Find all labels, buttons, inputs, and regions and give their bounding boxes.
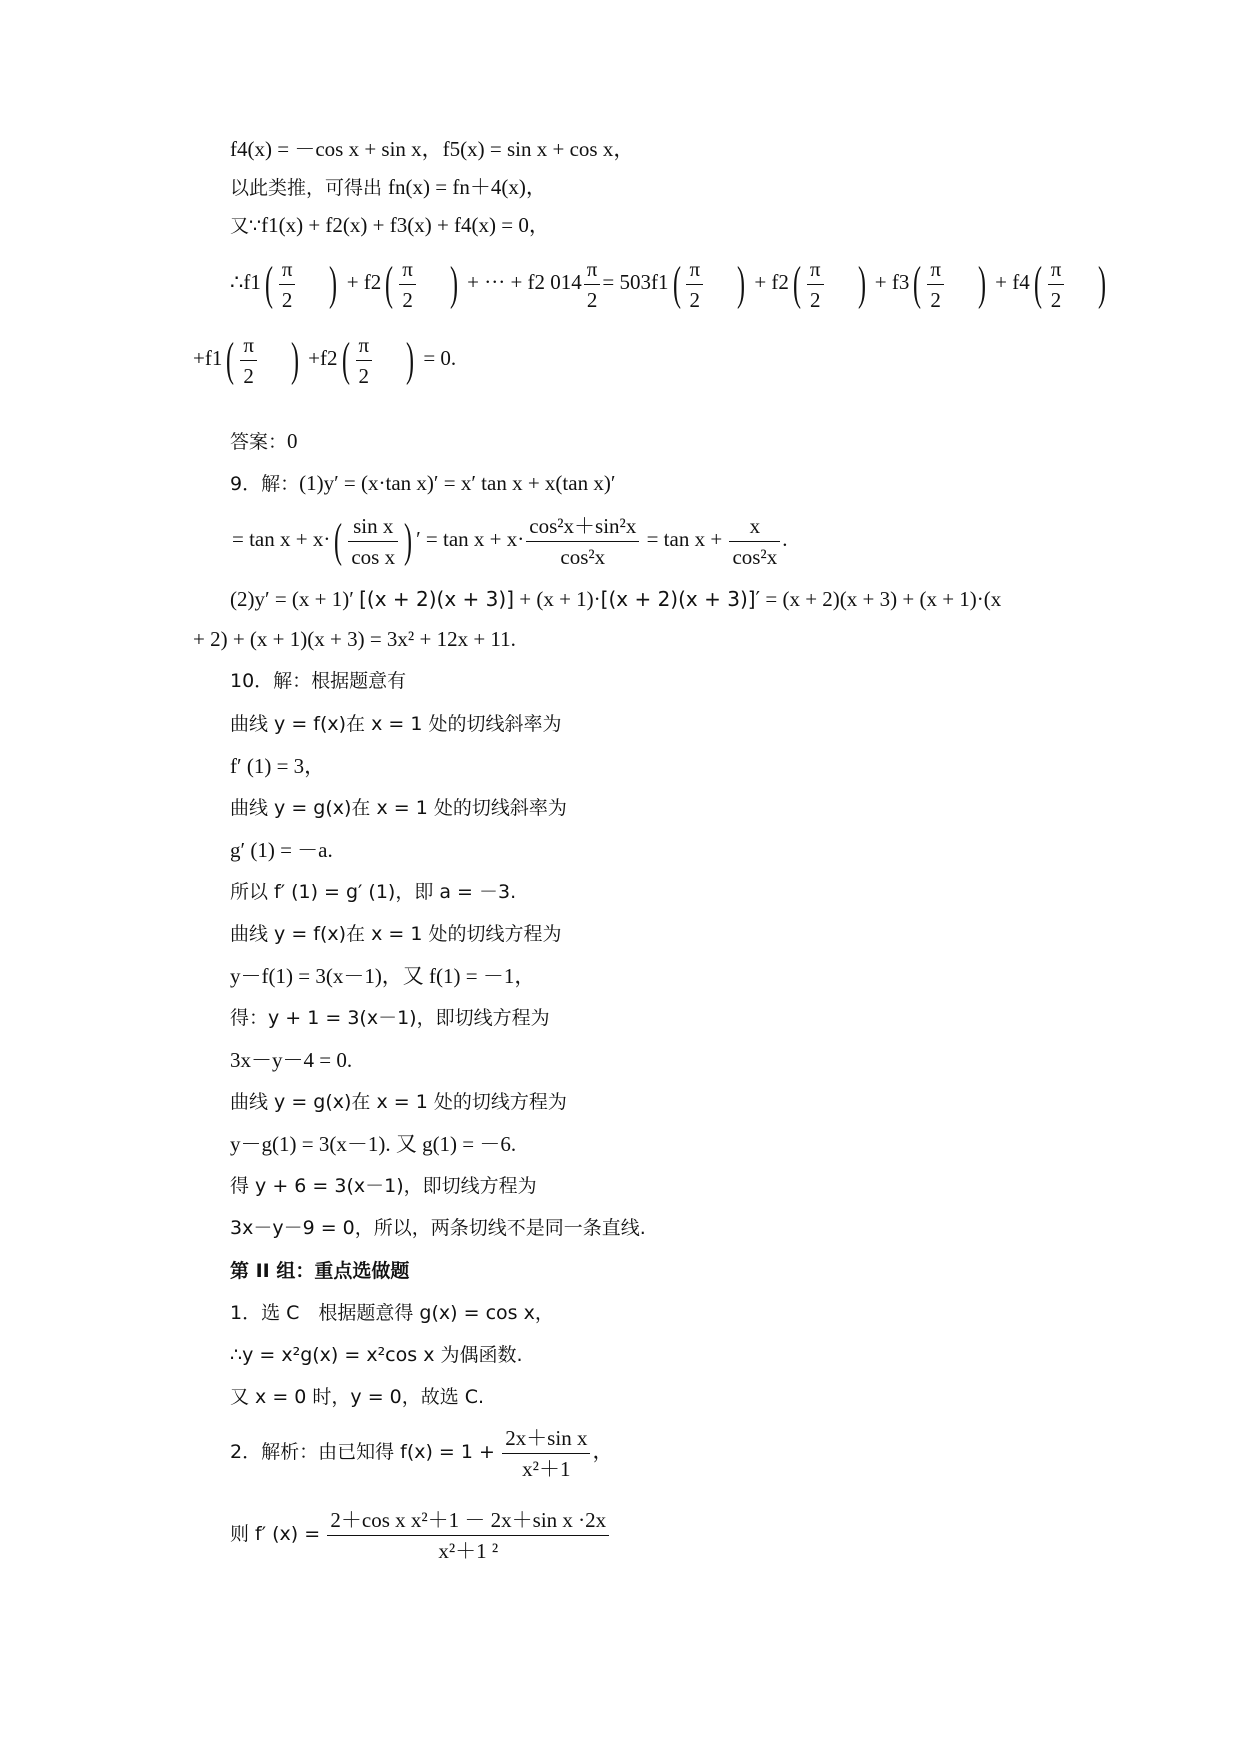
fraction-pi-over-2 bbox=[584, 254, 601, 315]
frac-den: 2 bbox=[809, 287, 821, 312]
fraction-derivative bbox=[327, 1505, 609, 1566]
equals-503: = 503 bbox=[602, 270, 651, 294]
paren-left: ( bbox=[385, 257, 394, 311]
frac-num: π bbox=[927, 254, 944, 285]
text-line-q10-1: 曲线 y = f(x)在 x = 1 处的切线斜率为 bbox=[230, 713, 562, 735]
frac-den: x²＋1 bbox=[522, 1456, 571, 1481]
text-line-s2-q2-a bbox=[230, 1418, 613, 1485]
q9-part2-result: + 2) + (x + 1)(x + 3) = 3x² + 12x + 11. bbox=[193, 627, 516, 651]
frac-num: cos²x＋sin²x bbox=[526, 511, 639, 542]
q9-result-expr: = tan x + bbox=[646, 527, 723, 551]
frac-num: π bbox=[1048, 254, 1065, 285]
plus: + bbox=[510, 270, 523, 294]
term-f3: f3 bbox=[891, 270, 910, 294]
q9-part2-e: = (x + 2)(x + 3) + (x + 1)·(x bbox=[765, 587, 1002, 611]
term-f1: f1 bbox=[204, 346, 223, 370]
term-f4: f4 bbox=[1012, 270, 1030, 294]
q9-derivative-expr: ′ = tan x + x· bbox=[416, 527, 525, 551]
formula-periodicity: fn(x) = fn＋4(x)， bbox=[388, 175, 547, 199]
paren-left: ( bbox=[1033, 257, 1042, 311]
frac-den: cos²x bbox=[560, 544, 606, 569]
frac-num: π bbox=[356, 330, 373, 361]
fraction-x-over-cos2 bbox=[729, 511, 780, 572]
paren-right: ) bbox=[1098, 257, 1107, 311]
paren-right: ) bbox=[406, 333, 415, 387]
frac-den: 2 bbox=[402, 287, 413, 312]
plus: + bbox=[754, 270, 767, 294]
text-line-q9-result bbox=[193, 626, 516, 652]
paren-left: ( bbox=[792, 257, 801, 311]
frac-den: 2 bbox=[281, 287, 293, 312]
ellipsis: + ··· bbox=[467, 270, 511, 294]
term-f2014: f2 014 bbox=[527, 270, 582, 294]
paren-left: ( bbox=[341, 333, 350, 387]
term-f2: f2 bbox=[771, 270, 789, 294]
s2-q2-derivative-label: 则 f′ (x) = bbox=[230, 1523, 321, 1545]
frac-den: 2 bbox=[689, 287, 701, 312]
answer-value: 0 bbox=[287, 429, 298, 453]
text-line-q9-part1 bbox=[230, 470, 615, 497]
term-f1: f1 bbox=[651, 270, 669, 294]
text-line-sum-zero bbox=[230, 212, 550, 239]
fraction-pi-over-2 bbox=[240, 330, 257, 391]
fraction-pi-over-2 bbox=[927, 254, 944, 315]
paren-right: ) bbox=[857, 257, 866, 311]
plus: + bbox=[346, 270, 359, 294]
frac-num: π bbox=[399, 254, 416, 285]
paren-left: ( bbox=[913, 257, 922, 311]
text-line-answer bbox=[230, 428, 298, 455]
paren-left: ( bbox=[226, 333, 235, 387]
text-line-q10-10: 曲线 y = g(x)在 x = 1 处的切线方程为 bbox=[230, 1091, 567, 1113]
text-line-q10-13: 3x－y－9 = 0，所以，两条切线不是同一条直线. bbox=[230, 1217, 646, 1239]
frac-num: π bbox=[240, 330, 257, 361]
text-line-s2-q1-b: ∴y = x²g(x) = x²cos x 为偶函数. bbox=[230, 1344, 523, 1366]
text-periodicity: 以此类推，可得出 bbox=[230, 177, 389, 199]
text-line-q10-11: y－g(1) = 3(x－1). 又 g(1) = －6. bbox=[230, 1132, 517, 1156]
fraction-pi-over-2 bbox=[686, 254, 703, 315]
equals-zero: = 0. bbox=[423, 346, 457, 370]
frac-den: 2 bbox=[586, 287, 598, 312]
text-line-series-end bbox=[193, 328, 456, 391]
s2-q2-text: 2．解析：由已知得 f(x) = 1 + bbox=[230, 1441, 495, 1463]
section-heading-group-2: 第 II 组：重点选做题 bbox=[230, 1260, 410, 1282]
text-line-q10-heading: 10．解：根据题意有 bbox=[230, 670, 407, 692]
fraction-pi-over-2 bbox=[1048, 254, 1065, 315]
text-line-q9-derivation: = tan x + x·( $\frac{\text{sin x}}{\text{cos x}}$ ) ′ = tan x + x· $\frac{\text{cos²x＋sin²x}}{\text{cos²x}}$ = tan x + $\frac{x}{\text{cos²x}}$ . bbox=[232, 508, 787, 572]
text-line-q10-12: 得 y + 6 = 3(x－1)，即切线方程为 bbox=[230, 1175, 537, 1197]
text-line-periodicity bbox=[230, 174, 547, 201]
frac-num: π bbox=[686, 254, 703, 285]
q9-heading: 9．解： bbox=[230, 473, 300, 495]
plus: + bbox=[193, 346, 205, 370]
paren-right: ) bbox=[329, 257, 338, 311]
text-line-q10-9: 3x－y－4 = 0. bbox=[230, 1048, 353, 1072]
comma: ， bbox=[592, 1439, 614, 1463]
q9-part2-bracket: [(x + 2)(x + 3)] bbox=[359, 587, 514, 611]
frac-den: 2 bbox=[243, 363, 254, 388]
text-line-q10-7: y－f(1) = 3(x－1)，又 f(1) = －1， bbox=[230, 964, 536, 988]
text-line-q10-2: f′ (1) = 3， bbox=[230, 754, 326, 778]
q9-part2-a: (2)y′ = (x + 1)′ bbox=[230, 587, 354, 611]
paren-left: ( bbox=[264, 257, 273, 311]
fraction-pi-over-2 bbox=[399, 254, 416, 315]
frac-num: sin x bbox=[348, 511, 398, 542]
term-f2: f2 bbox=[363, 270, 382, 294]
term-f2: f2 bbox=[320, 346, 338, 370]
frac-num: π bbox=[584, 254, 601, 285]
frac-num: π bbox=[279, 254, 296, 285]
frac-den: cos x bbox=[351, 544, 396, 569]
text-line-series bbox=[230, 252, 1110, 315]
formula-sum-zero: f1(x) + f2(x) + f3(x) + f4(x) = 0， bbox=[261, 213, 550, 237]
formula-f4-f5: f4(x) = －cos x + sin x，f5(x) = sin x + cos x， bbox=[230, 137, 635, 161]
frac-den: 2 bbox=[358, 363, 370, 388]
frac-num: 2＋cos x x²＋1 － 2x＋sin x ·2x bbox=[327, 1505, 609, 1536]
text-because: 又∵ bbox=[230, 215, 262, 237]
paren-left: ( bbox=[672, 257, 681, 311]
fraction-pi-over-2 bbox=[807, 254, 824, 315]
text-line-q10-6: 曲线 y = f(x)在 x = 1 处的切线方程为 bbox=[230, 923, 562, 945]
frac-den: cos²x bbox=[732, 544, 778, 569]
paren-right: ) bbox=[290, 333, 299, 387]
frac-num: x bbox=[729, 511, 780, 542]
text-line-s2-q1-c: 又 x = 0 时，y = 0，故选 C. bbox=[230, 1386, 485, 1408]
term-f1: f1 bbox=[243, 270, 261, 294]
frac-den: 2 bbox=[930, 287, 941, 312]
text-line-q9-part2 bbox=[230, 586, 1001, 612]
frac-den: x²＋1 ² bbox=[438, 1538, 499, 1563]
text-line-q10-4: g′ (1) = －a. bbox=[230, 838, 333, 862]
q9-formula-1: (1)y′ = (x·tan x)′ = x′ tan x + x(tan x)′ bbox=[299, 471, 616, 495]
fraction-pi-over-2 bbox=[356, 330, 373, 391]
paren-right: ) bbox=[977, 257, 986, 311]
plus: + bbox=[874, 270, 887, 294]
plus: + bbox=[995, 270, 1008, 294]
q9-part2-c: + (x + 1)· bbox=[519, 587, 601, 611]
fraction-pi-over-2 bbox=[279, 254, 296, 315]
paren-right: ) bbox=[737, 257, 746, 311]
text-line-q10-8: 得：y + 1 = 3(x－1)，即切线方程为 bbox=[230, 1007, 550, 1029]
paren-right: ) bbox=[404, 514, 413, 568]
answer-label: 答案： bbox=[230, 431, 288, 453]
text-line-s2-q2-b bbox=[230, 1500, 611, 1567]
paren-left: ( bbox=[334, 514, 343, 568]
paren-right: ) bbox=[449, 257, 458, 311]
plus: + bbox=[308, 346, 321, 370]
text-line-f4-f5 bbox=[230, 136, 634, 162]
frac-den: 2 bbox=[1050, 287, 1062, 312]
q9-tan-expr: = tan x + x· bbox=[232, 527, 331, 551]
symbol-therefore: ∴ bbox=[230, 270, 244, 294]
fraction-f-of-x bbox=[502, 1423, 590, 1484]
q9-part2-bracket-prime: [(x + 2)(x + 3)]′ bbox=[600, 587, 761, 611]
fraction-trig-identity bbox=[526, 511, 639, 572]
text-line-q10-5: 所以 f′ (1) = g′ (1)，即 a = －3. bbox=[230, 881, 517, 903]
frac-num: 2x＋sin x bbox=[502, 1423, 590, 1454]
fraction-sin-cos bbox=[348, 511, 398, 572]
text-line-q10-3: 曲线 y = g(x)在 x = 1 处的切线斜率为 bbox=[230, 797, 567, 819]
text-line-s2-q1-a: 1．选 C 根据题意得 g(x) = cos x， bbox=[230, 1302, 554, 1324]
frac-num: π bbox=[807, 254, 824, 285]
